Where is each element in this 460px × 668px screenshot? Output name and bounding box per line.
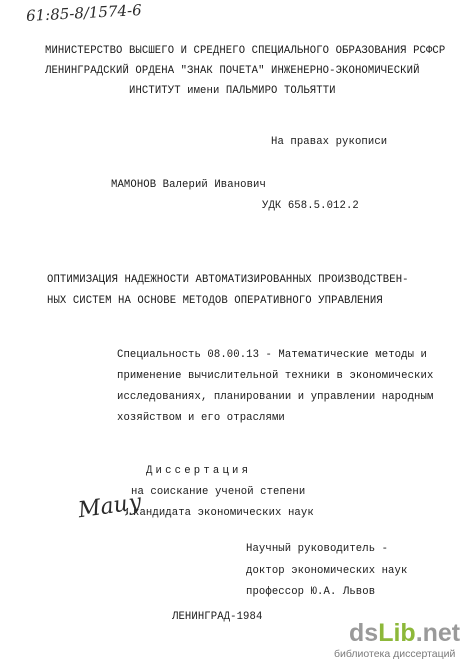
degree-line-2: кандидата экономических наук [133, 507, 314, 519]
watermark-lib: Lib [378, 619, 416, 647]
supervisor-line-1: Научный руководитель - [246, 543, 389, 555]
specialty-line-3: исследованиях, планировании и управлении народным [117, 391, 434, 403]
city-year: ЛЕНИНГРАД-1984 [172, 611, 263, 623]
watermark-ds: ds [349, 619, 379, 647]
dissertation-heading: Диссертация [146, 465, 252, 477]
watermark-logo [349, 619, 460, 648]
watermark-caption: библиотека диссертаций [334, 648, 456, 660]
specialty-line-2: применение вычислительной техники в экономических [117, 370, 434, 382]
institute-name-line: ИНСТИТУТ имени ПАЛЬМИРО ТОЛЬЯТТИ [129, 85, 336, 97]
specialty-line-1: Специальность 08.00.13 - Математические методы и [117, 349, 427, 361]
ministry-line: МИНИСТЕРСТВО ВЫСШЕГО И СРЕДНЕГО СПЕЦИАЛЬНОГО ОБРАЗОВАНИЯ РСФСР [45, 45, 446, 57]
handwritten-signature: Мацу [76, 489, 144, 524]
udc-code: УДК 658.5.012.2 [262, 200, 359, 212]
title-line-1: ОПТИМИЗАЦИЯ НАДЕЖНОСТИ АВТОМАТИЗИРОВАННЫХ ПРОИЗВОДСТВЕН- [47, 274, 409, 286]
author-name: МАМОНОВ Валерий Иванович [111, 179, 266, 191]
specialty-line-4: хозяйством и его отраслями [117, 412, 285, 424]
handwritten-note: 61:85-8/1574-6 [25, 0, 143, 26]
degree-line-1: на соискание ученой степени [131, 486, 306, 498]
institute-line: ЛЕНИНГРАДСКИЙ ОРДЕНА "ЗНАК ПОЧЕТА" ИНЖЕНЕРНО-ЭКОНОМИЧЕСКИЙ [45, 65, 420, 77]
supervisor-line-3: профессор Ю.А. Львов [246, 586, 376, 598]
watermark-net: .net [415, 619, 460, 647]
supervisor-line-2: доктор экономических наук [246, 565, 408, 577]
manuscript-note: На правах рукописи [271, 136, 388, 148]
title-line-2: НЫХ СИСТЕМ НА ОСНОВЕ МЕТОДОВ ОПЕРАТИВНОГО УПРАВЛЕНИЯ [47, 295, 383, 307]
